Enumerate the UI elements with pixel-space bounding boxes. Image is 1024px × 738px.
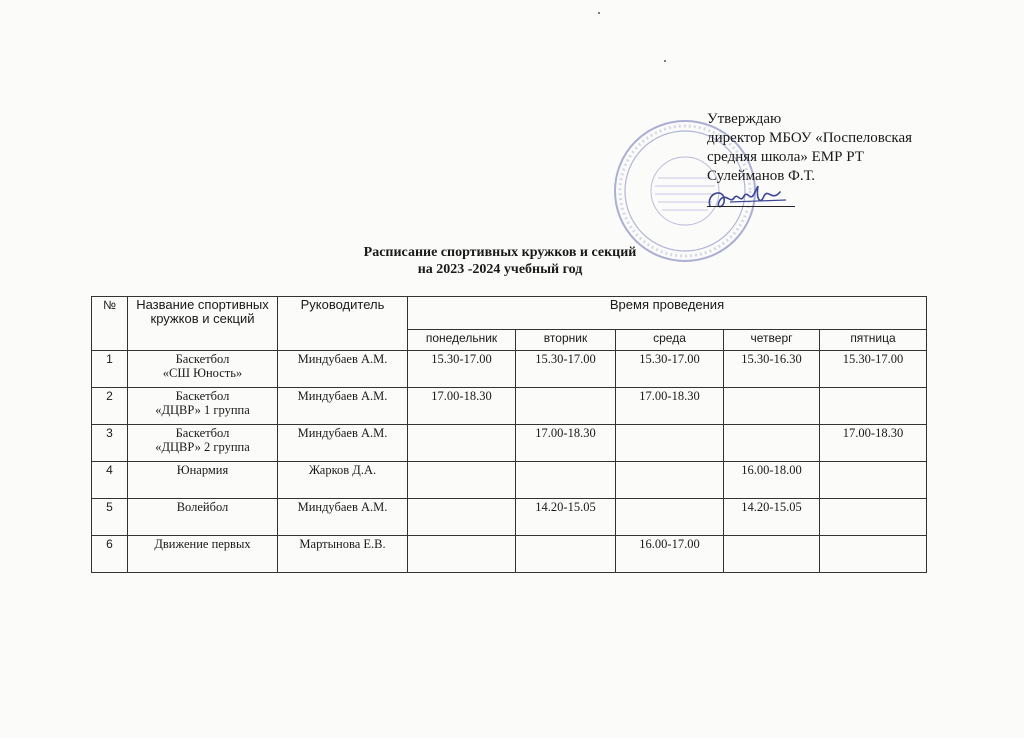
row-monday <box>408 462 516 499</box>
signature-line <box>707 206 795 207</box>
row-leader: Миндубаев А.М. <box>278 425 408 462</box>
row-thursday <box>724 425 820 462</box>
schedule-table <box>91 296 927 573</box>
row-monday: 15.30-17.00 <box>408 351 516 388</box>
table-row <box>92 462 927 499</box>
header-day-wednesday: среда <box>616 330 724 351</box>
row-monday <box>408 425 516 462</box>
row-tuesday: 17.00-18.30 <box>516 425 616 462</box>
row-number: 5 <box>92 499 128 536</box>
row-friday: 15.30-17.00 <box>820 351 927 388</box>
row-name-line: «ДЦВР» 2 группа <box>155 440 250 454</box>
row-name-line: «СШ Юность» <box>162 366 243 380</box>
signature <box>700 180 800 216</box>
row-thursday: 15.30-16.30 <box>724 351 820 388</box>
row-name <box>128 351 278 388</box>
row-leader: Миндубаев А.М. <box>278 499 408 536</box>
row-number: 3 <box>92 425 128 462</box>
header-day-thursday: четверг <box>724 330 820 351</box>
header-day-friday: пятница <box>820 330 927 351</box>
header-day-monday: понедельник <box>408 330 516 351</box>
row-name-line: «ДЦВР» 1 группа <box>155 403 250 417</box>
row-wednesday: 15.30-17.00 <box>616 351 724 388</box>
approval-line: Сулейманов Ф.Т. <box>707 168 816 184</box>
row-name-line: Баскетбол <box>175 426 230 440</box>
row-thursday <box>724 536 820 573</box>
row-name-line: Движение первых <box>154 537 251 551</box>
table-row <box>92 388 927 425</box>
scan-speck <box>664 60 666 62</box>
row-name <box>128 425 278 462</box>
row-number: 6 <box>92 536 128 573</box>
header-name: Название спортивных кружков и секций <box>128 297 278 351</box>
table-row <box>92 425 927 462</box>
row-tuesday: 14.20-15.05 <box>516 499 616 536</box>
row-name-line: Баскетбол <box>175 389 230 403</box>
row-wednesday <box>616 499 724 536</box>
row-tuesday <box>516 388 616 425</box>
approval-line: директор МБОУ «Поспеловская <box>707 130 913 146</box>
header-day-tuesday: вторник <box>516 330 616 351</box>
row-monday: 17.00-18.30 <box>408 388 516 425</box>
row-name-line: Юнармия <box>176 463 229 477</box>
row-friday <box>820 499 927 536</box>
row-monday <box>408 499 516 536</box>
row-tuesday <box>516 462 616 499</box>
title-line: на 2023 -2024 учебный год <box>417 262 583 277</box>
approval-block <box>707 110 967 186</box>
row-name <box>128 499 278 536</box>
approval-line: средняя школа» ЕМР РТ <box>707 149 864 165</box>
row-friday <box>820 388 927 425</box>
row-number: 4 <box>92 462 128 499</box>
row-leader: Жарков Д.А. <box>278 462 408 499</box>
header-leader: Руководитель <box>278 297 408 351</box>
row-wednesday: 17.00-18.30 <box>616 388 724 425</box>
row-name <box>128 536 278 573</box>
row-leader: Мартынова Е.В. <box>278 536 408 573</box>
row-tuesday <box>516 536 616 573</box>
table-row <box>92 351 927 388</box>
row-number: 1 <box>92 351 128 388</box>
title-line: Расписание спортивных кружков и секций <box>363 245 637 260</box>
row-wednesday: 16.00-17.00 <box>616 536 724 573</box>
scan-speck <box>598 12 600 14</box>
row-friday <box>820 462 927 499</box>
approval-line: Утверждаю <box>707 111 782 127</box>
row-name <box>128 462 278 499</box>
row-thursday <box>724 388 820 425</box>
header-number: № <box>92 297 128 351</box>
row-leader: Миндубаев А.М. <box>278 351 408 388</box>
row-monday <box>408 536 516 573</box>
row-friday: 17.00-18.30 <box>820 425 927 462</box>
table-row <box>92 499 927 536</box>
table-row <box>92 536 927 573</box>
header-time: Время проведения <box>408 297 927 330</box>
row-name <box>128 388 278 425</box>
row-friday <box>820 536 927 573</box>
row-name-line: Баскетбол <box>175 352 230 366</box>
row-thursday: 14.20-15.05 <box>724 499 820 536</box>
row-wednesday <box>616 462 724 499</box>
row-number: 2 <box>92 388 128 425</box>
row-thursday: 16.00-18.00 <box>724 462 820 499</box>
row-name-line: Волейбол <box>176 500 229 514</box>
document-title <box>250 244 750 278</box>
row-tuesday: 15.30-17.00 <box>516 351 616 388</box>
row-leader: Миндубаев А.М. <box>278 388 408 425</box>
row-wednesday <box>616 425 724 462</box>
